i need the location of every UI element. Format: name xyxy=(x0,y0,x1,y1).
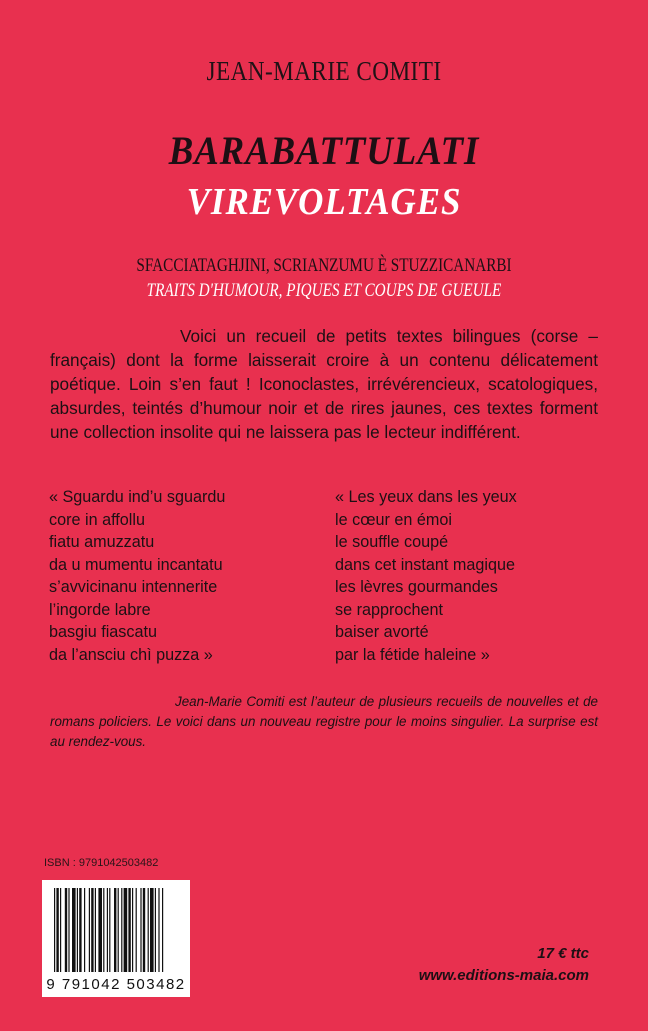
barcode-bar xyxy=(65,888,67,972)
barcode-bar xyxy=(162,888,163,972)
poem-line: se rapprochent xyxy=(335,600,443,619)
poem-line: « Les yeux dans les yeux xyxy=(335,488,517,506)
barcode-bar xyxy=(158,888,159,972)
barcode-bar xyxy=(72,888,76,972)
barcode-bar xyxy=(155,888,156,972)
barcode-bar xyxy=(54,888,55,972)
poem-line: par la fétide haleine » xyxy=(335,645,490,664)
poem-line: dans cet instant magique xyxy=(335,555,515,574)
barcode-bar xyxy=(114,888,116,972)
barcode-bar xyxy=(118,888,119,972)
barcode-bar xyxy=(121,888,122,972)
price: 17 € ttc xyxy=(537,945,589,962)
barcode-bar xyxy=(107,888,108,972)
poem-line: baiser avorté xyxy=(335,623,429,641)
barcode-bar xyxy=(91,888,93,972)
barcode-bar xyxy=(132,888,133,972)
barcode-bar xyxy=(56,888,58,972)
poem-line: « Sguardu ind’u sguardu xyxy=(49,488,226,506)
barcode-bar xyxy=(79,888,81,972)
poem-french xyxy=(335,486,517,666)
author-bio: Jean-Marie Comiti est l’auteur de plusieurs recueils de nouvelles et de romans policiers. Le voici dans un nouveau registre pour le moins singulier. La surprise est au rendez-vous. xyxy=(50,694,598,749)
subtitle-french: TRAITS D'HUMOUR, PIQUES ET COUPS DE GUEULE xyxy=(146,280,502,301)
barcode-bar xyxy=(124,888,128,972)
barcode-number: 9 791042 503482 xyxy=(46,976,186,993)
barcode-bar xyxy=(140,888,141,972)
barcode-bar xyxy=(98,888,102,972)
barcode-bar xyxy=(150,888,154,972)
poem-line: fiatu amuzzatu xyxy=(49,533,155,551)
barcode-bar xyxy=(89,888,90,972)
poem-line: core in affollu xyxy=(49,510,145,529)
barcode-bar xyxy=(148,888,149,972)
intro-paragraph: Voici un recueil de petits textes bilingues (corse – français) dont la forme laisserait croire à un contenu délicatement poétique. Loin s’en faut ! Iconoclastes, irrévérencieux, scatologiques, absurdes, teintés d’humour noir et de rires jaunes, ces textes forment une collection insolite qui ne laissera pas le lecteur indifférent. xyxy=(50,326,598,442)
publisher-website: www.editions-maia.com xyxy=(418,967,589,984)
title-corse: BARABATTULATI xyxy=(168,128,480,173)
poem-line: le cœur en émoi xyxy=(335,510,452,529)
poem-corse xyxy=(49,486,225,666)
barcode-bar xyxy=(77,888,78,972)
title-french: VIREVOLTAGES xyxy=(186,181,462,223)
poem-line: les lèvres gourmandes xyxy=(335,578,498,596)
poem-line: da l’ansciu chì puzza » xyxy=(49,645,213,664)
barcode-bar xyxy=(109,888,110,972)
poem-line: s’avvicinanu intennerite xyxy=(49,578,218,596)
barcode-bar xyxy=(68,888,69,972)
poem-line: da u mumentu incantatu xyxy=(49,555,223,574)
barcode-bar xyxy=(84,888,85,972)
subtitle-corse: SFACCIATAGHJINI, SCRIANZUMU È STUZZICANARBI xyxy=(136,255,512,276)
author-name: JEAN-MARIE COMITI xyxy=(206,56,442,86)
barcode-bar xyxy=(143,888,145,972)
poem-line: basgiu fiascatu xyxy=(49,623,157,641)
poem-line: l’ingorde labre xyxy=(49,600,151,619)
barcode-bars-icon xyxy=(42,880,190,976)
barcode-bar xyxy=(128,888,130,972)
poem-line: le souffle coupé xyxy=(335,533,449,551)
barcode-bar xyxy=(136,888,137,972)
isbn-label: ISBN : 9791042503482 xyxy=(44,857,159,869)
barcode-bar xyxy=(103,888,104,972)
barcode-bar xyxy=(95,888,96,972)
barcode-bar xyxy=(60,888,61,972)
barcode xyxy=(42,880,190,997)
